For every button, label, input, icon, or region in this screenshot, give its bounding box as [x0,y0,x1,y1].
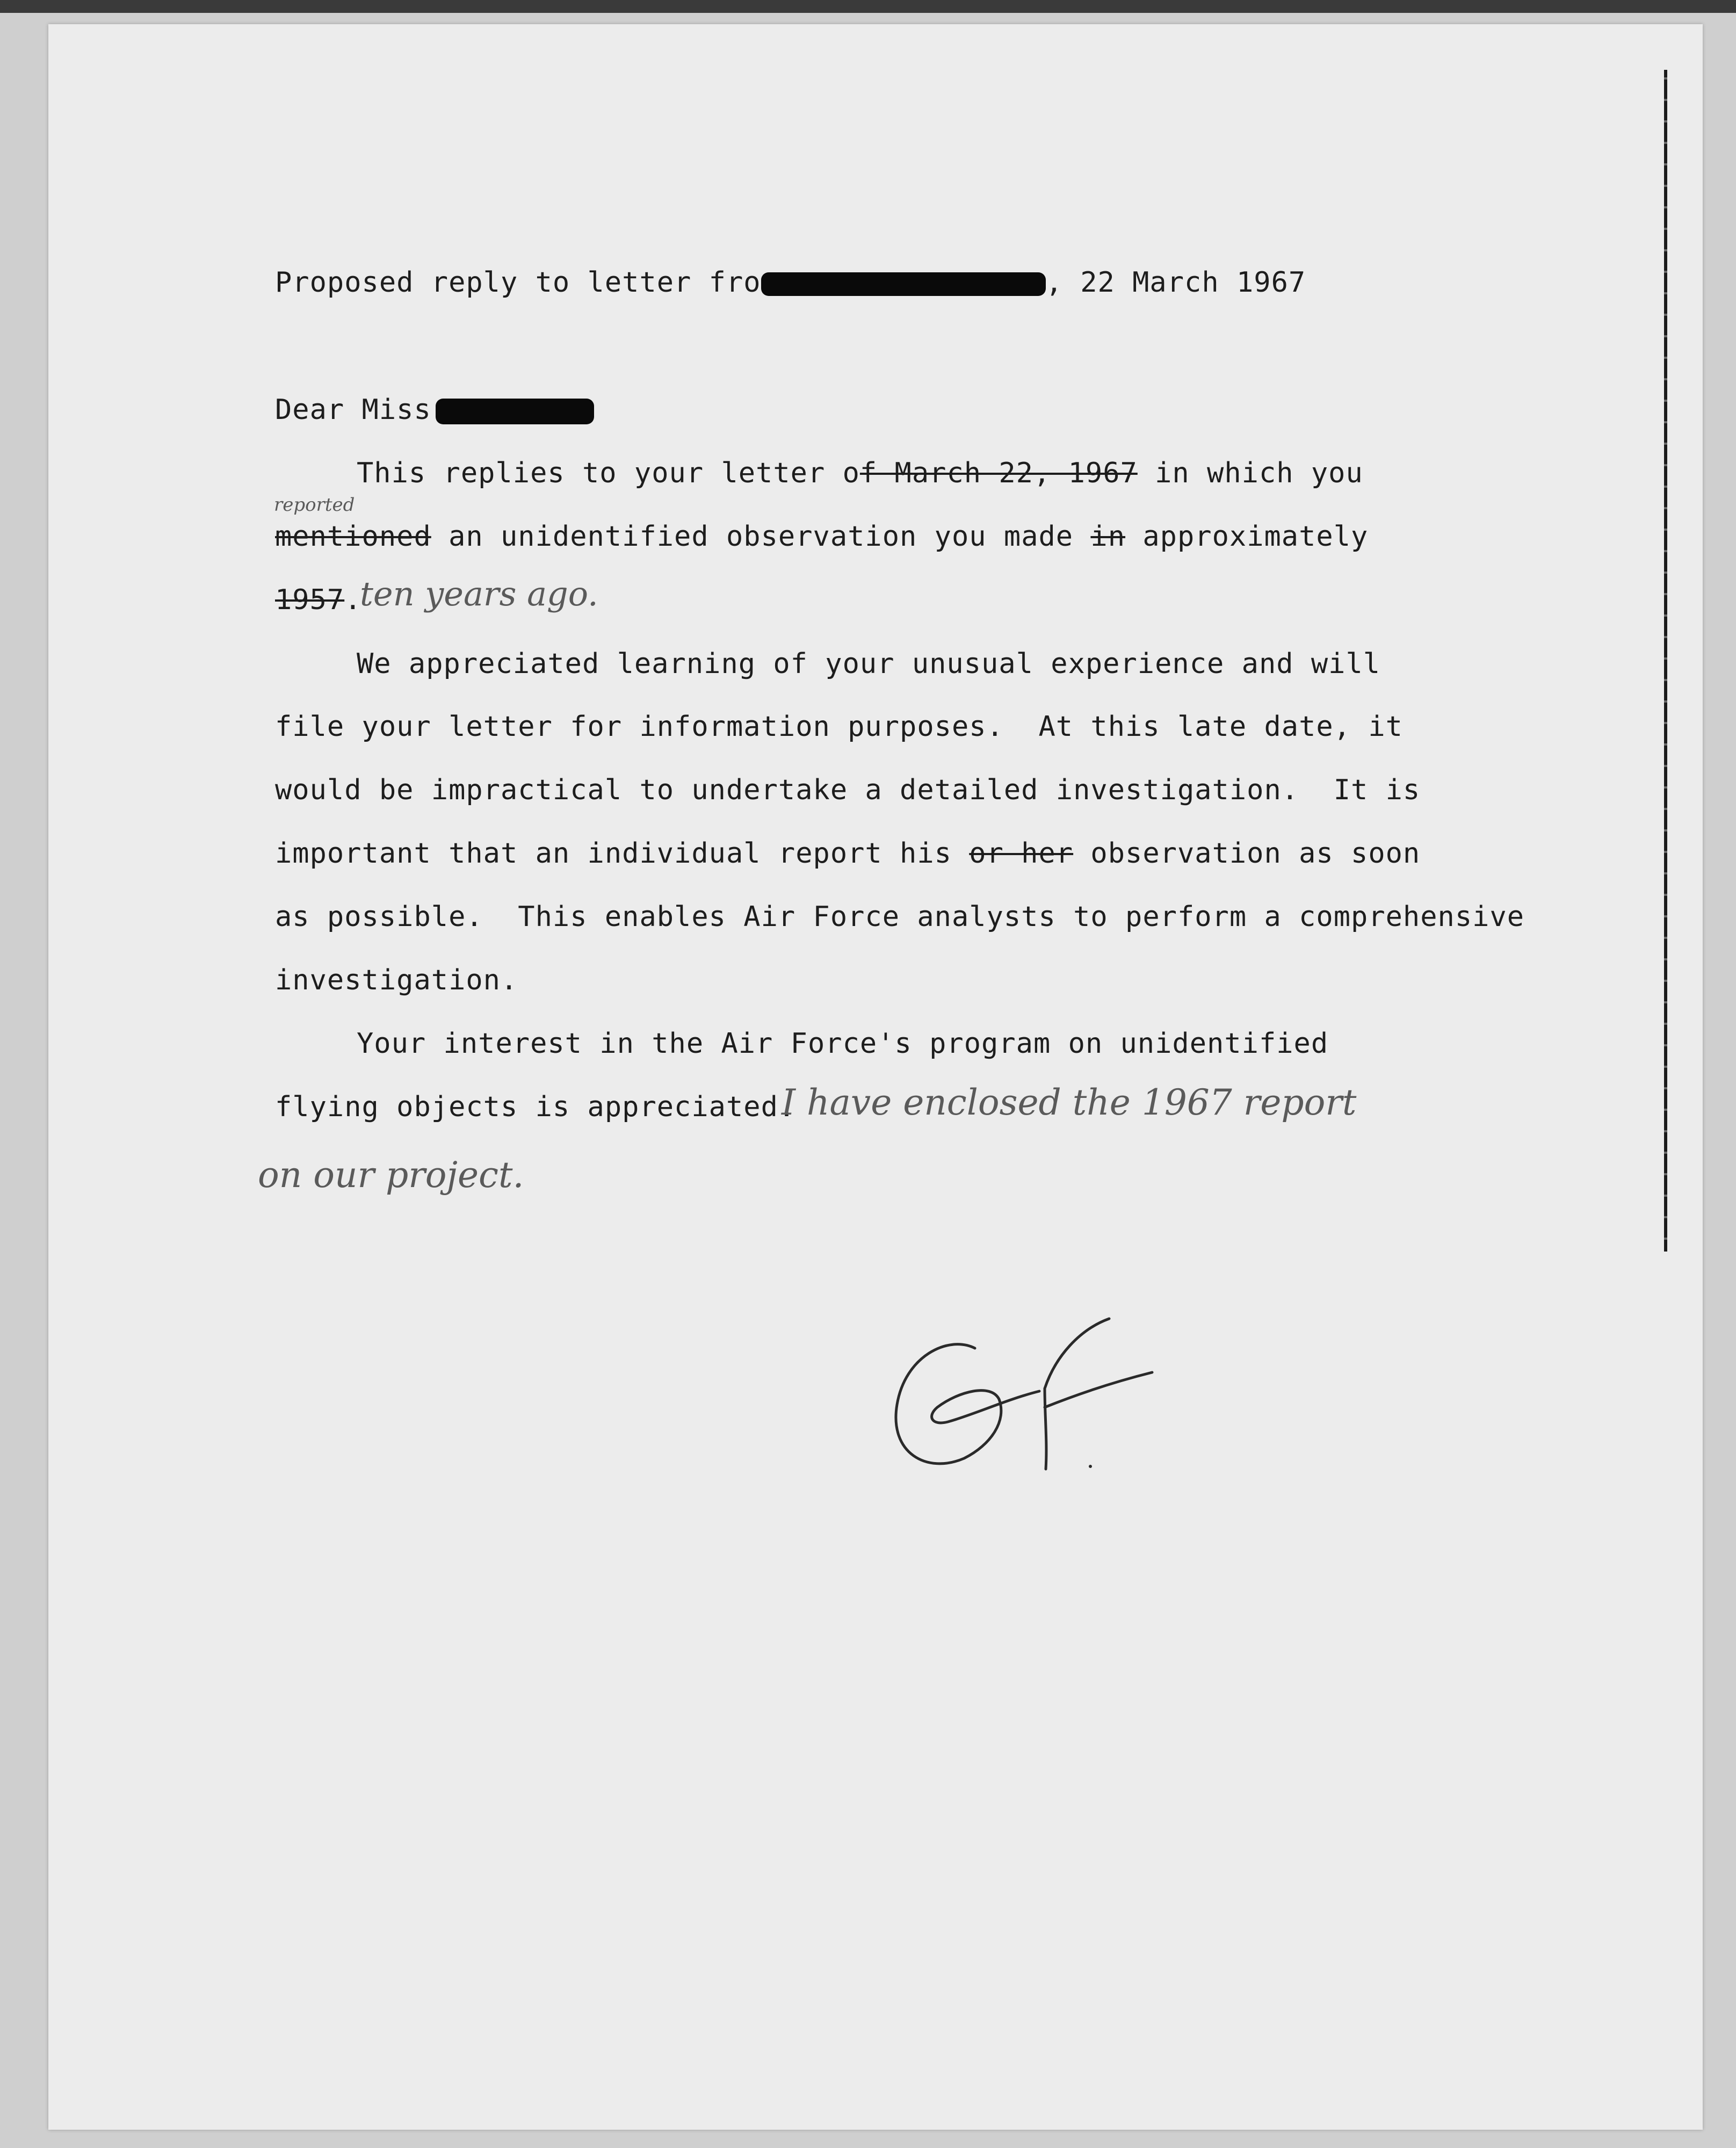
struck-text: mentioned [275,520,431,553]
handwritten-insert: ten years ago. [360,574,598,613]
paragraph-2-line-3: would be impractical to undertake a detailed investigation. It is [275,774,1421,806]
salutation [275,396,594,424]
scan-top-edge [0,0,1736,13]
struck-text: or her [969,837,1074,870]
struck-text: f March 22, 1967 [859,457,1138,489]
header-date: , 22 March 1967 [1045,266,1306,299]
struck-text: 1957 [275,584,345,616]
salutation-text: Dear Miss [275,394,431,426]
paragraph-2-line-5: as possible. This enables Air Force analysts to perform a comprehensive [275,901,1525,933]
header-line [275,266,1306,299]
paragraph-2-line-2: file your letter for information purposes. At this late date, it [275,711,1403,743]
struck-text: in [1090,520,1126,553]
page-edge-rule [1664,70,1667,1252]
handwritten-insert: reported [274,494,355,516]
handwritten-note-line-2: on our project. [258,1154,524,1196]
paragraph-2-line-6: investigation. [275,964,518,996]
redaction-bar [436,399,594,424]
signature-initials [884,1297,1174,1491]
document-page [48,24,1703,2130]
paragraph-2-line-4: important that an individual report his or her observation as soon [275,837,1421,870]
handwritten-note-line-1: I have enclosed the 1967 report [782,1082,1357,1123]
redaction-bar [761,272,1046,296]
header-text: Proposed reply to letter fro [275,266,761,299]
paragraph-1-line-1: This replies to your letter of March 22, 1967 in which you [357,457,1363,489]
paragraph-3-line-1: Your interest in the Air Force's program on unidentified [357,1028,1329,1060]
paragraph-1-line-3: 1957. [275,584,362,616]
paragraph-3-line-2: flying objects is appreciated. [275,1091,796,1123]
paragraph-1-line-2: mentioned an unidentified observation you made in approximately [275,520,1369,553]
paragraph-2-line-1: We appreciated learning of your unusual experience and will [357,648,1381,680]
